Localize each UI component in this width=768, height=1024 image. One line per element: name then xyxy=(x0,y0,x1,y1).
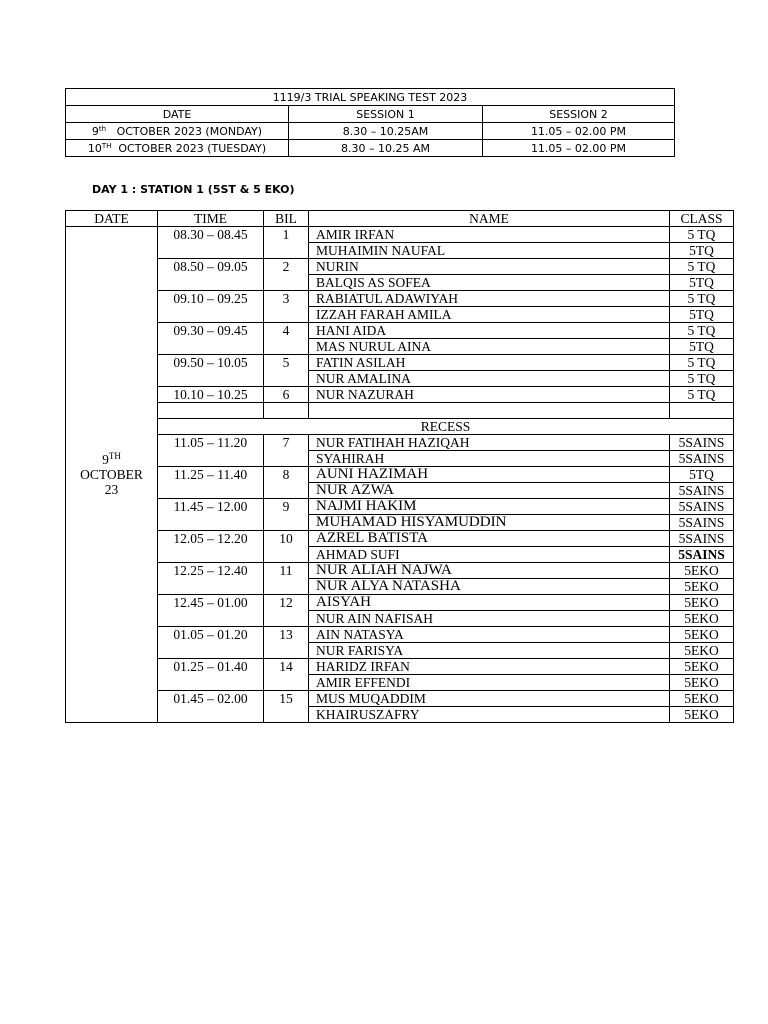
name-cell: NAJMI HAKIM xyxy=(309,499,670,515)
class-cell: 5EKO xyxy=(670,627,734,643)
bil-cell: 11 xyxy=(264,563,309,595)
name-cell: NUR FARISYA xyxy=(309,643,670,659)
name-cell: BALQIS AS SOFEA xyxy=(309,275,670,291)
name-cell: FATIN ASILAH xyxy=(309,355,670,371)
time-cell: 01.45 – 02.00 xyxy=(158,691,264,723)
table-row xyxy=(66,499,734,515)
table-row xyxy=(66,467,734,483)
class-cell: 5TQ xyxy=(670,467,734,483)
header-name: NAME xyxy=(309,211,670,227)
class-cell: 5 TQ xyxy=(670,355,734,371)
name-cell: AHMAD SUFI xyxy=(309,547,670,563)
header-date: DATE xyxy=(66,211,158,227)
time-cell: 08.50 – 09.05 xyxy=(158,259,264,291)
summary-row xyxy=(66,123,675,140)
table-row xyxy=(66,627,734,643)
class-cell: 5EKO xyxy=(670,675,734,691)
class-cell: 5 TQ xyxy=(670,291,734,307)
summary-header-session-1: SESSION 1 xyxy=(289,106,483,123)
recess-row xyxy=(66,419,734,435)
time-cell: 11.45 – 12.00 xyxy=(158,499,264,531)
time-cell: 10.10 – 10.25 xyxy=(158,387,264,403)
bil-cell: 1 xyxy=(264,227,309,259)
summary-header-date: DATE xyxy=(66,106,289,123)
schedule-table xyxy=(65,210,734,723)
table-row xyxy=(66,323,734,339)
name-cell: KHAIRUSZAFRY xyxy=(309,707,670,723)
name-cell: AZREL BATISTA xyxy=(309,531,670,547)
time-cell: 12.05 – 12.20 xyxy=(158,531,264,563)
table-row xyxy=(66,531,734,547)
session-summary-table xyxy=(65,88,675,157)
time-cell: 01.05 – 01.20 xyxy=(158,627,264,659)
class-cell: 5EKO xyxy=(670,611,734,627)
summary-title: 1119/3 TRIAL SPEAKING TEST 2023 xyxy=(66,89,675,106)
name-cell: NURIN xyxy=(309,259,670,275)
time-cell: 09.30 – 09.45 xyxy=(158,323,264,355)
class-cell: 5EKO xyxy=(670,691,734,707)
class-cell: 5EKO xyxy=(670,563,734,579)
summary-header-session-2: SESSION 2 xyxy=(483,106,675,123)
time-cell: 11.25 – 11.40 xyxy=(158,467,264,499)
name-cell: NUR NAZURAH xyxy=(309,387,670,403)
time-cell: 01.25 – 01.40 xyxy=(158,659,264,691)
header-bil: BIL xyxy=(264,211,309,227)
bil-cell: 5 xyxy=(264,355,309,387)
name-cell: NUR ALIAH NAJWA xyxy=(309,563,670,579)
name-cell: MUS MUQADDIM xyxy=(309,691,670,707)
bil-cell: 2 xyxy=(264,259,309,291)
name-cell: NUR AMALINA xyxy=(309,371,670,387)
class-cell: 5SAINS xyxy=(670,547,734,563)
name-cell: HARIDZ IRFAN xyxy=(309,659,670,675)
table-row xyxy=(66,595,734,611)
bil-cell: 12 xyxy=(264,595,309,627)
name-cell: MUHAMAD HISYAMUDDIN xyxy=(309,515,670,531)
name-cell: RABIATUL ADAWIYAH xyxy=(309,291,670,307)
class-cell: 5EKO xyxy=(670,595,734,611)
time-cell: 11.05 – 11.20 xyxy=(158,435,264,467)
name-cell: AUNI HAZIMAH xyxy=(309,467,670,483)
class-cell: 5 TQ xyxy=(670,227,734,243)
name-cell: IZZAH FARAH AMILA xyxy=(309,307,670,323)
name-cell: AMIR EFFENDI xyxy=(309,675,670,691)
class-cell: 5SAINS xyxy=(670,451,734,467)
name-cell: AIN NATASYA xyxy=(309,627,670,643)
table-row xyxy=(66,691,734,707)
summary-session-2: 11.05 – 02.00 PM xyxy=(483,123,675,140)
bil-cell: 9 xyxy=(264,499,309,531)
time-cell: 09.10 – 09.25 xyxy=(158,291,264,323)
name-cell: MUHAIMIN NAUFAL xyxy=(309,243,670,259)
class-cell: 5SAINS xyxy=(670,435,734,451)
class-cell: 5SAINS xyxy=(670,483,734,499)
class-cell: 5 TQ xyxy=(670,371,734,387)
table-row xyxy=(66,435,734,451)
bil-cell: 4 xyxy=(264,323,309,355)
name-cell: NUR AZWA xyxy=(309,483,670,499)
class-cell: 5 TQ xyxy=(670,387,734,403)
bil-cell: 7 xyxy=(264,435,309,467)
class-cell: 5SAINS xyxy=(670,531,734,547)
time-cell: 08.30 – 08.45 xyxy=(158,227,264,259)
table-row xyxy=(66,563,734,579)
summary-date: 10TH OCTOBER 2023 (TUESDAY) xyxy=(66,140,289,157)
bil-cell: 8 xyxy=(264,467,309,499)
class-cell: 5 TQ xyxy=(670,259,734,275)
name-cell: AMIR IRFAN xyxy=(309,227,670,243)
time-cell: 09.50 – 10.05 xyxy=(158,355,264,387)
summary-session-2: 11.05 – 02.00 PM xyxy=(483,140,675,157)
name-cell: NUR FATIHAH HAZIQAH xyxy=(309,435,670,451)
summary-session-1: 8.30 – 10.25 AM xyxy=(289,140,483,157)
name-cell: SYAHIRAH xyxy=(309,451,670,467)
summary-date: 9th OCTOBER 2023 (MONDAY) xyxy=(66,123,289,140)
table-row xyxy=(66,659,734,675)
name-cell: NUR ALYA NATASHA xyxy=(309,579,670,595)
table-row xyxy=(66,259,734,275)
table-row xyxy=(66,387,734,403)
day-heading: DAY 1 : STATION 1 (5ST & 5 EKO) xyxy=(92,183,295,196)
class-cell: 5EKO xyxy=(670,707,734,723)
class-cell: 5SAINS xyxy=(670,515,734,531)
blank-row xyxy=(66,403,734,419)
bil-cell: 6 xyxy=(264,387,309,403)
class-cell: 5EKO xyxy=(670,643,734,659)
class-cell: 5TQ xyxy=(670,307,734,323)
name-cell: NUR AIN NAFISAH xyxy=(309,611,670,627)
class-cell: 5EKO xyxy=(670,579,734,595)
name-cell: HANI AIDA xyxy=(309,323,670,339)
class-cell: 5SAINS xyxy=(670,499,734,515)
bil-cell: 3 xyxy=(264,291,309,323)
bil-cell: 14 xyxy=(264,659,309,691)
class-cell: 5 TQ xyxy=(670,323,734,339)
time-cell: 12.25 – 12.40 xyxy=(158,563,264,595)
header-time: TIME xyxy=(158,211,264,227)
class-cell: 5TQ xyxy=(670,275,734,291)
summary-row xyxy=(66,140,675,157)
date-cell: 9TH OCTOBER 23 xyxy=(66,227,158,723)
bil-cell: 10 xyxy=(264,531,309,563)
class-cell: 5TQ xyxy=(670,339,734,355)
bil-cell: 15 xyxy=(264,691,309,723)
table-row xyxy=(66,227,734,243)
table-row xyxy=(66,291,734,307)
time-cell: 12.45 – 01.00 xyxy=(158,595,264,627)
name-cell: MAS NURUL AINA xyxy=(309,339,670,355)
recess-label: RECESS xyxy=(158,419,734,435)
class-cell: 5TQ xyxy=(670,243,734,259)
table-row xyxy=(66,355,734,371)
name-cell: AISYAH xyxy=(309,595,670,611)
header-class: CLASS xyxy=(670,211,734,227)
class-cell: 5EKO xyxy=(670,659,734,675)
bil-cell: 13 xyxy=(264,627,309,659)
summary-session-1: 8.30 – 10.25AM xyxy=(289,123,483,140)
